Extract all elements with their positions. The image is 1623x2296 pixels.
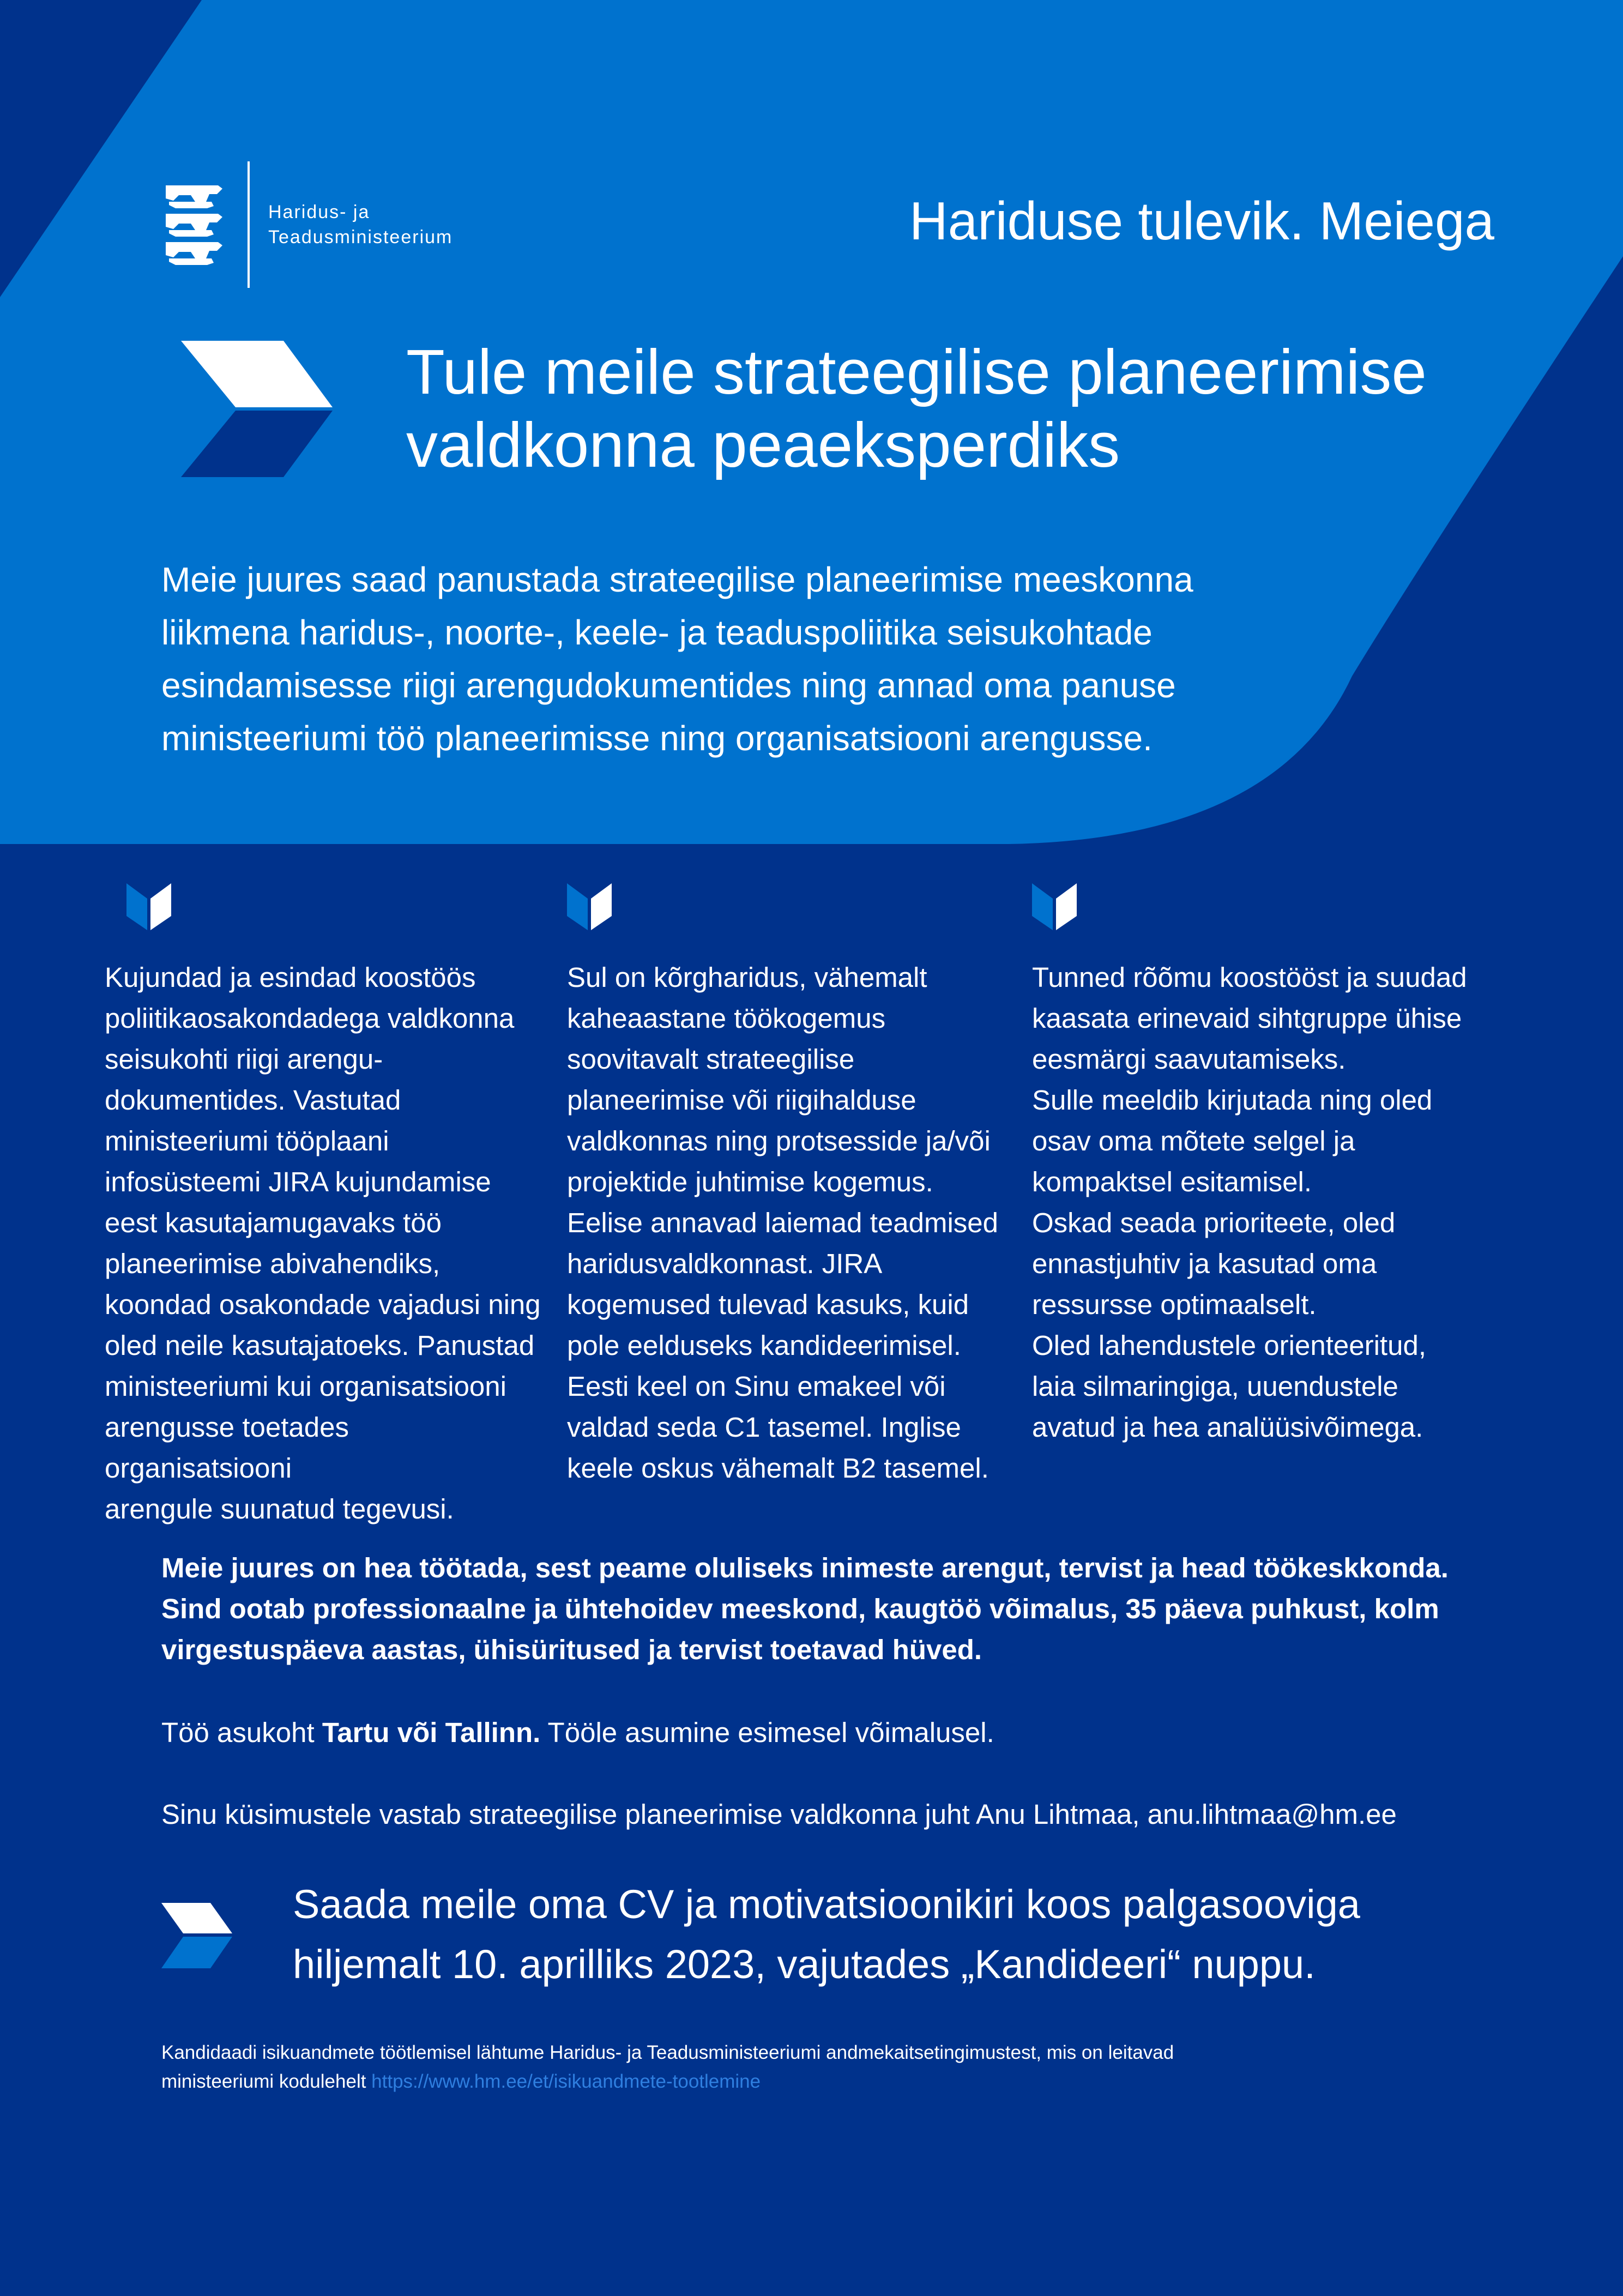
apply-line-1: Saada meile oma CV ja motivatsioonikiri koos palgasooviga <box>293 1882 1360 1927</box>
privacy-line-2 <box>161 2067 1306 2096</box>
location-line <box>161 1712 994 1753</box>
logo-divider <box>248 161 250 288</box>
location-prefix: Töö asukoht <box>161 1717 322 1748</box>
requirements-text: Sul on kõrgharidus, vähemalt kaheaastane töökogemus soovitavalt strateegilise planeerimise või riigihalduse valdkonnas ning protsesside ja/või projektide juhtimise kogemus. Eelise annavad laiemad teadmised haridusvaldkonnast. JIRA kogemused tulevad kasuks, kuid pole eelduseks kandideerimisel. Eesti keel on Sinu emakeel või valdad seda C1 tasemel. Inglise keele oskus vähemalt B2 tasemel. <box>567 962 998 1484</box>
benefits-paragraph: Meie juures on hea töötada, sest peame oluliseks inimeste arengut, tervist ja head töökeskkonda. Sind ootab professionaalne ja ühtehoidev meeskond, kaugtöö võimalus, 35 päeva puhkust, kolm virgestuspäeva aastas, ühisüritused ja tervist toetavad hüved. <box>161 1552 1449 1665</box>
page-title <box>406 335 1497 481</box>
qualities-text: Tunned rõõmu koostööst ja suudad kaasata erinevaid sihtgruppe ühise eesmärgi saavutamiseks. Sulle meeldib kirjutada ning oled osav oma mõtete selgel ja kompaktsel esitamisel. Oskad seada prioriteete, oled ennastjuhtiv ja kasutad oma ressursse optimaalselt. Oled lahendustele orienteeritud, laia silmaringiga, uuendustele avatud ja hea analüüsivõimega. <box>1032 962 1467 1443</box>
apply-instructions <box>293 1875 1547 1994</box>
privacy-line-2-prefix: ministeeriumi kodulehelt <box>161 2071 372 2092</box>
privacy-note <box>161 2038 1306 2096</box>
title-line-2: valdkonna peaeksperdiks <box>406 409 1120 480</box>
privacy-line-1: Kandidaadi isikuandmete töötlemisel lähtume Haridus- ja Teadusministeeriumi andmekaitsetingimustest, mis on leitavad <box>161 2042 1174 2063</box>
intro-paragraph: Meie juures saad panustada strateegilise planeerimise meeskonna liikmena haridus-, noorte-, keele- ja teaduspoliitika seisukohtade esindamisesse riigi arengudokumentides ning annad oma panuse ministeeriumi töö planeerimisse ning organisatsiooni arengusse. <box>161 560 1193 758</box>
shield-check-icon <box>126 883 171 930</box>
title-line-1: Tule meile strateegilise planeerimise <box>406 336 1427 407</box>
apply-line-2: hiljemalt 10. aprilliks 2023, vajutades „Kandideeri“ nuppu. <box>293 1942 1316 1987</box>
shield-check-icon <box>1032 883 1077 930</box>
chevron-arrow-icon <box>161 1903 232 1968</box>
ministry-name <box>268 200 452 250</box>
chevron-arrow-icon <box>180 341 333 477</box>
three-lions-coat-of-arms-icon <box>161 181 229 267</box>
location-suffix: Tööle asumine esimesel võimalusel. <box>540 1717 994 1748</box>
location-place: Tartu või Tallinn. <box>322 1717 541 1748</box>
tagline: Hariduse tulevik. Meiega <box>909 191 1494 251</box>
shield-check-icon <box>567 883 612 930</box>
privacy-link[interactable]: https://www.hm.ee/et/isikuandmete-tootlemine <box>371 2071 761 2092</box>
ministry-name-line1: Haridus- ja <box>268 202 370 222</box>
contact-line: Sinu küsimustele vastab strateegilise planeerimise valdkonna juht Anu Lihtmaa, anu.lihtmaa@hm.ee <box>161 1799 1397 1830</box>
duties-text: Kujundad ja esindad koostöös poliitikaosakondadega valdkonna seisukohti riigi arengu- dokumentides. Vastutad ministeeriumi tööplaani infosüsteemi JIRA kujundamise eest kasutajamugavaks töö planeerimise abivahendiks, koondad osakondade vajadusi ning oled neile kasutajatoeks. Panustad ministeeriumi kui organisatsiooni arengusse toetades organisatsiooni arengule suunatud tegevusi. <box>105 962 541 1524</box>
ministry-name-line2: Teadusministeerium <box>268 227 453 248</box>
ministry-logo <box>161 161 488 290</box>
